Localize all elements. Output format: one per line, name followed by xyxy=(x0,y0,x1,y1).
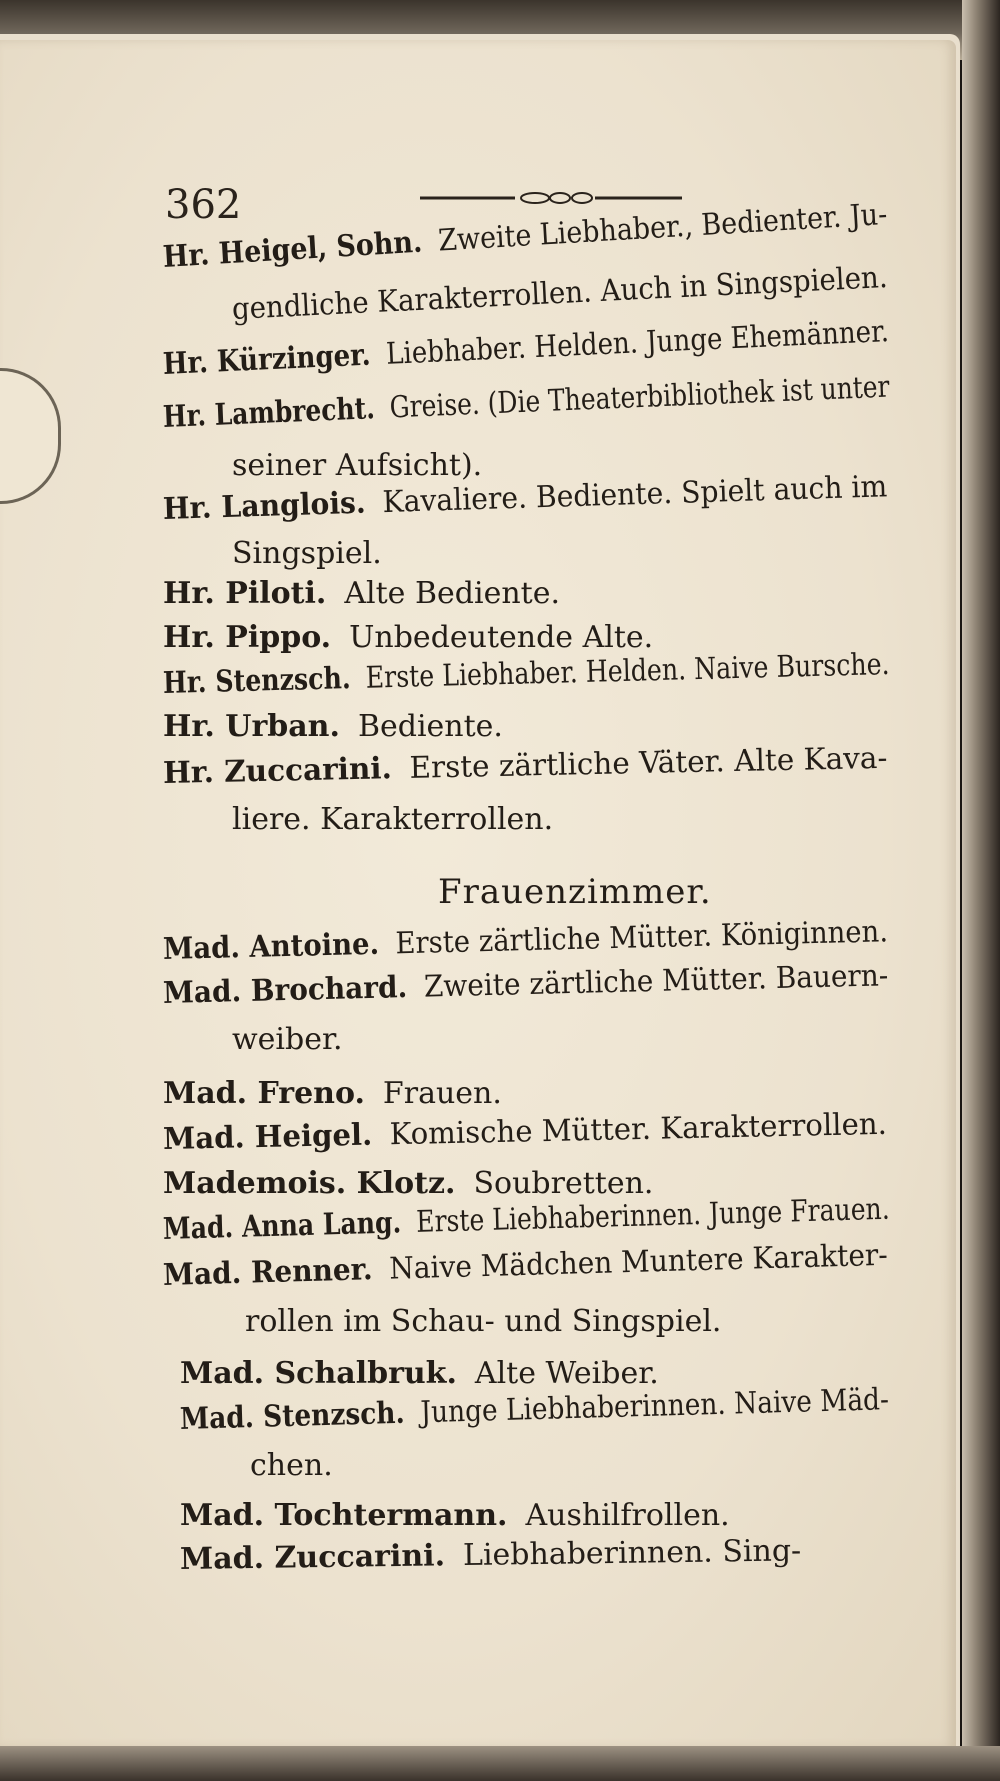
list-item: liere. Karakterrollen. xyxy=(232,802,554,837)
list-item: Mad. Renner. Naive Mädchen Muntere Karakter- xyxy=(162,1237,889,1293)
list-item: rollen im Schau- und Singspiel. xyxy=(245,1304,722,1339)
list-item: Singspiel. xyxy=(232,536,382,571)
list-item: seiner Aufsicht). xyxy=(232,448,483,483)
list-item: Hr. Urban. Bediente. xyxy=(163,709,503,744)
list-item: Hr. Zuccarini. Erste zärtliche Väter. Alte Kava- xyxy=(162,740,888,791)
list-item: weiber. xyxy=(232,1022,343,1057)
list-item: Hr. Langlois. Kavaliere. Bediente. Spielt auch im xyxy=(162,469,888,527)
section-heading: Frauenzimmer. xyxy=(438,872,712,912)
list-item: Hr. Piloti. Alte Bediente. xyxy=(163,576,560,611)
list-item: Hr. Heigel, Sohn. Zweite Liebhaber., Bedienter. Ju- xyxy=(161,197,889,275)
list-item: Mad. Zuccarini. Liebhaberinnen. Sing- xyxy=(179,1533,802,1577)
list-item: Hr. Stenzsch. Erste Liebhaber. Helden. Naive Bursche. xyxy=(162,646,891,701)
list-item: Hr. Lambrecht. Greise. (Die Theaterbibliothek ist unter xyxy=(162,369,891,435)
list-item: Hr. Kürzinger. Liebhaber. Helden. Junge Ehemänner. xyxy=(162,314,890,382)
book-right-edge xyxy=(962,0,1000,1781)
list-item: Mademois. Klotz. Soubretten. xyxy=(163,1166,654,1201)
list-item: Mad. Schalbruk. Alte Weiber. xyxy=(180,1356,659,1391)
page-number: 362 xyxy=(165,182,242,228)
list-item: Mad. Stenzsch. Junge Liebhaberinnen. Naive Mäd- xyxy=(179,1382,890,1437)
list-item: chen. xyxy=(250,1448,333,1483)
list-item: Mad. Antoine. Erste zärtliche Mütter. Königinnen. xyxy=(162,914,889,967)
list-item: Mad. Anna Lang. Erste Liebhaberinnen. Junge Frauen. xyxy=(162,1191,891,1247)
list-item: Mad. Heigel. Komische Mütter. Karakterrollen. xyxy=(162,1106,888,1157)
list-item: Hr. Pippo. Unbedeutende Alte. xyxy=(163,620,654,655)
list-item: Mad. Brochard. Zweite zärtliche Mütter. Bauern- xyxy=(162,958,889,1011)
list-item: Mad. Tochtermann. Aushilfrollen. xyxy=(180,1498,730,1533)
list-item: gendliche Karakterrollen. Auch in Singspielen. xyxy=(231,259,889,327)
list-item: Mad. Freno. Frauen. xyxy=(163,1076,502,1111)
